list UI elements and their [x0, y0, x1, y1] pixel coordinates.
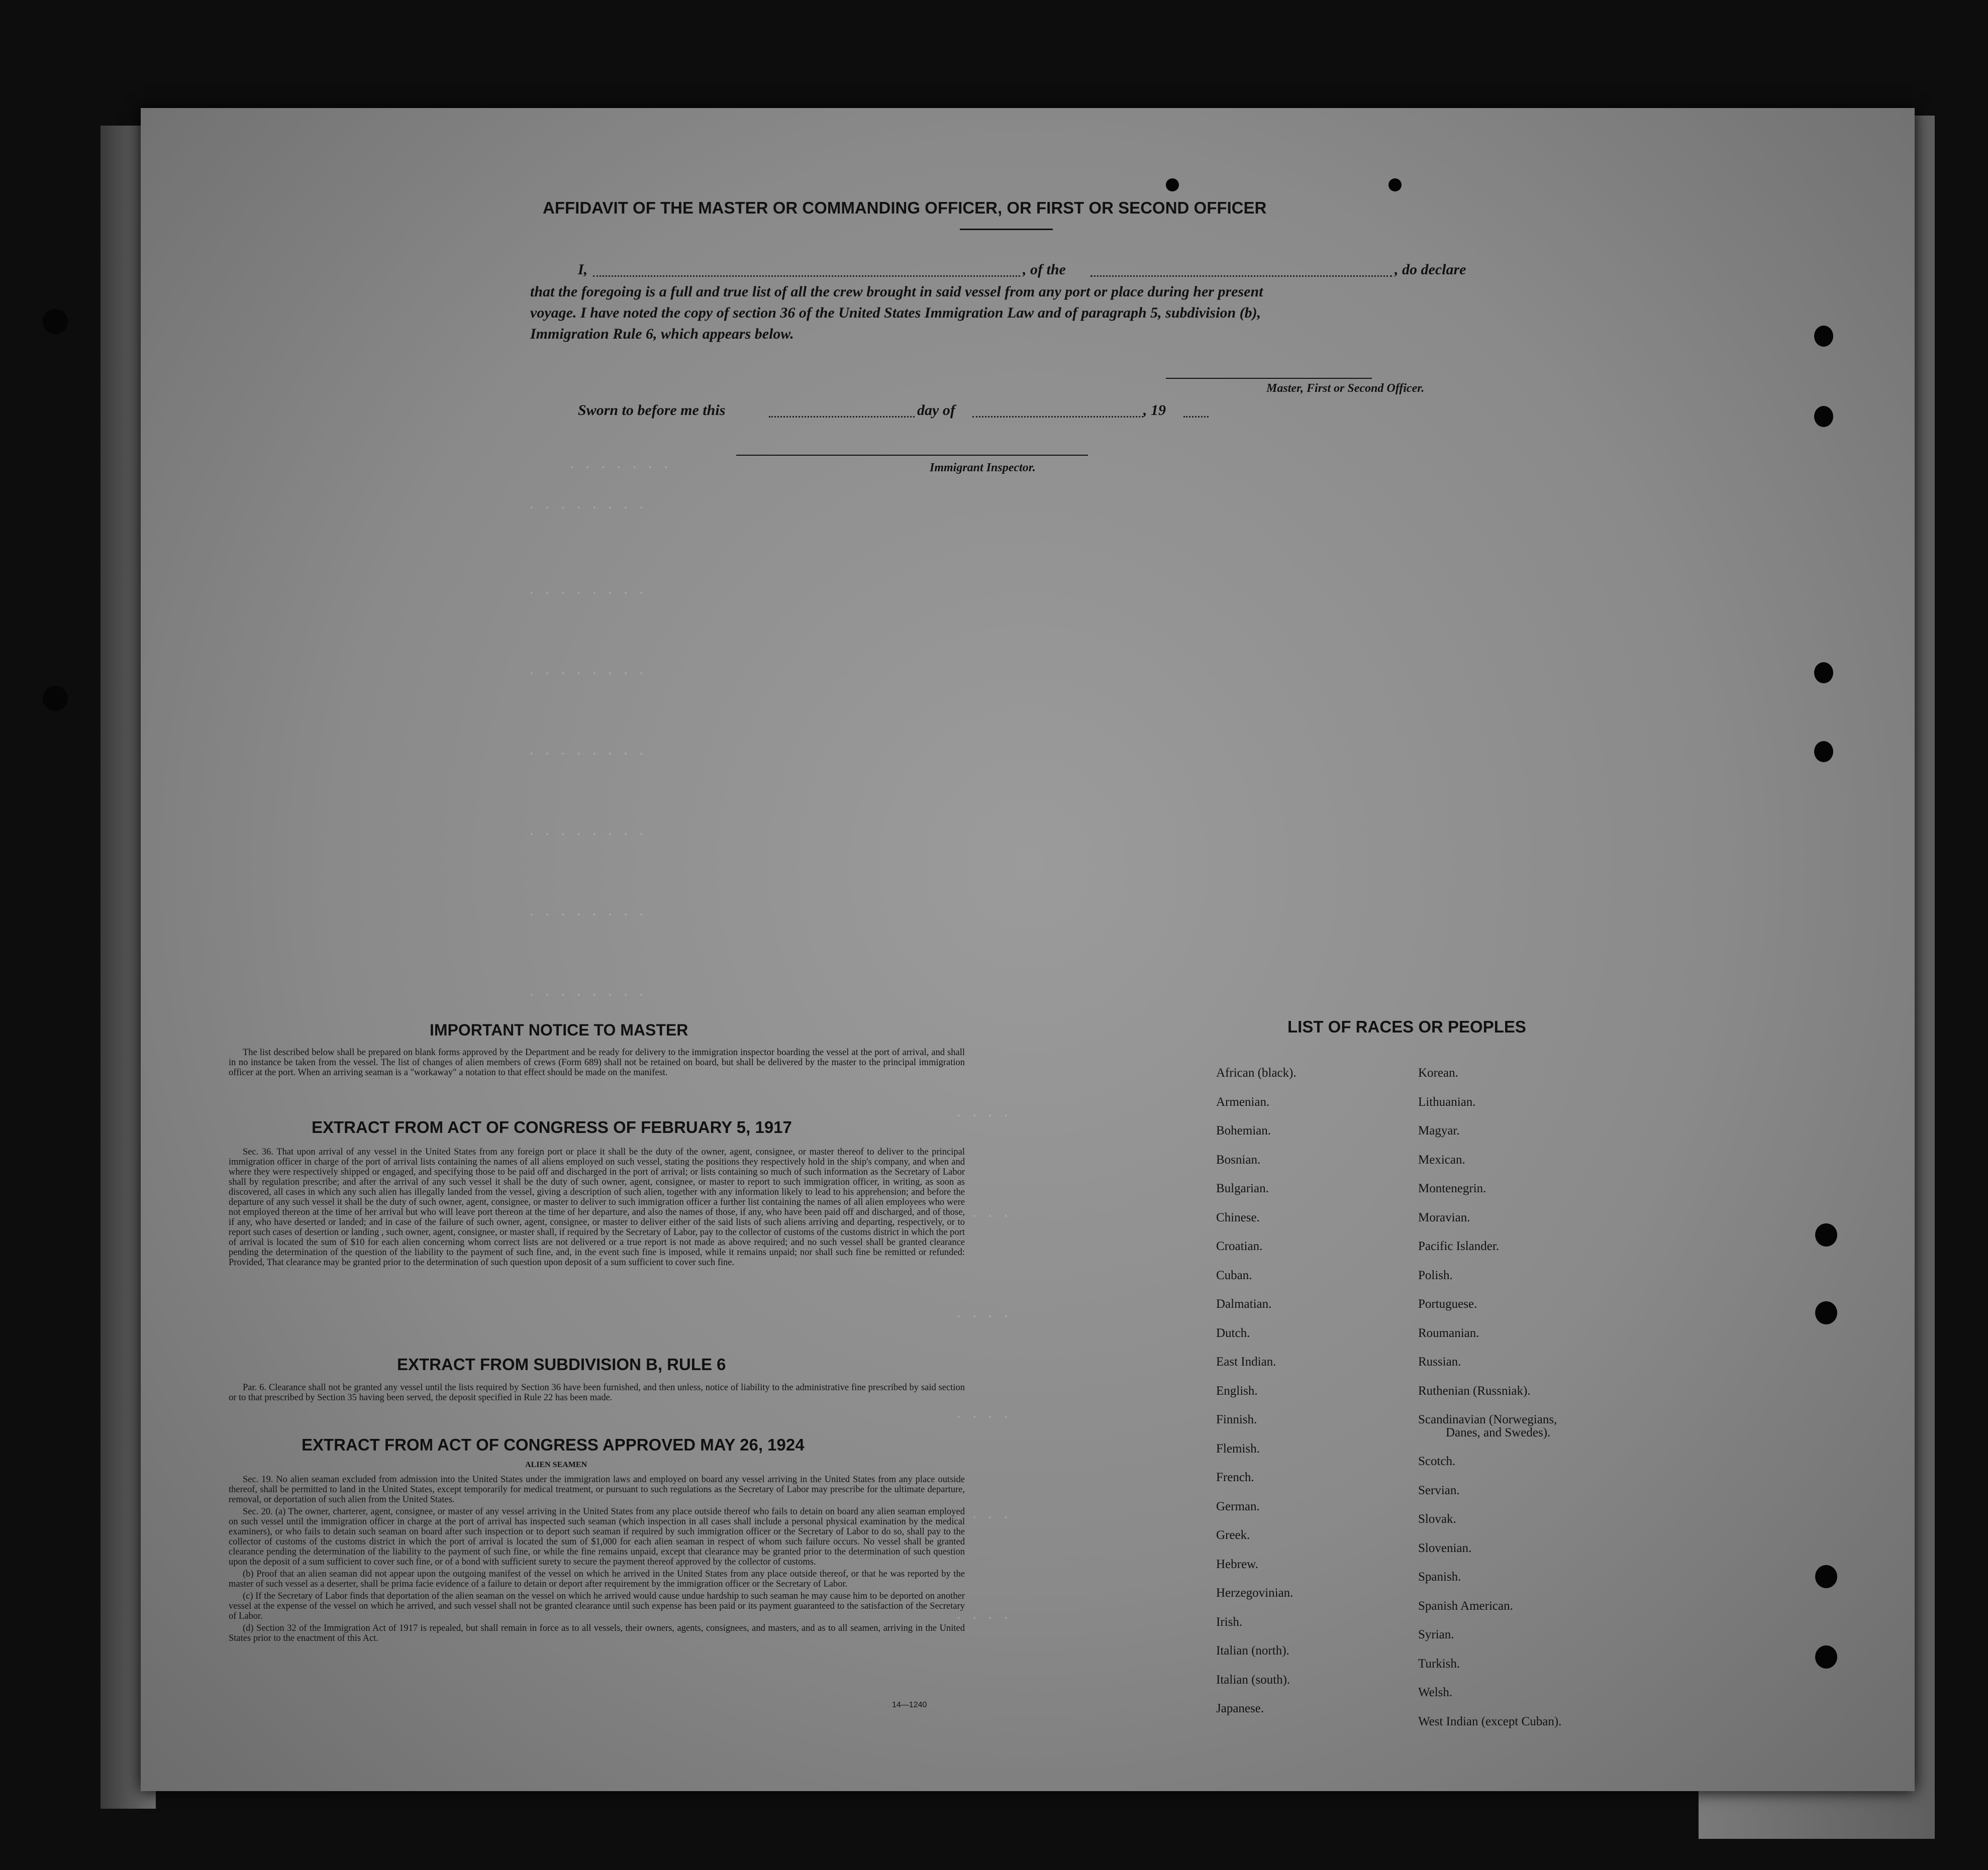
- sworn-year-blank[interactable]: [1183, 416, 1209, 418]
- race-entry: Armenian.: [1216, 1095, 1270, 1109]
- title-underline: [960, 229, 1053, 230]
- notice-text: [229, 1048, 965, 1080]
- of-the-label: , of the: [1023, 261, 1066, 278]
- race-entry: West Indian (except Cuban).: [1418, 1714, 1562, 1728]
- race-entry: Greek.: [1216, 1528, 1250, 1542]
- affidavit-line-1: that the foregoing is a full and true list of all the crew brought in said vessel from any port or place during her present: [530, 283, 1263, 300]
- binder-hole: [43, 309, 68, 334]
- extract-1924-title: EXTRACT FROM ACT OF CONGRESS APPROVED MAY 26, 1924: [302, 1435, 805, 1454]
- race-entry: Servian.: [1418, 1483, 1460, 1497]
- race-entry: Hebrew.: [1216, 1557, 1258, 1571]
- race-entry: Bosnian.: [1216, 1153, 1261, 1167]
- race-entry: Roumanian.: [1418, 1326, 1479, 1340]
- race-entry: Magyar.: [1418, 1124, 1460, 1137]
- race-entry: Slovak.: [1418, 1512, 1456, 1526]
- race-entry: African (black).: [1216, 1066, 1297, 1080]
- section-20d-paragraph: (d) Section 32 of the Immigration Act of 1917 is repealed, but shall remain in force as to all vessels, their owners, agents, consignees, and masters, and as to all seamen, arriving in the United States prior to the enactment of this Act.: [229, 1623, 965, 1643]
- race-entry: Pacific Islander.: [1418, 1239, 1500, 1253]
- race-entry: Russian.: [1418, 1355, 1461, 1369]
- vessel-blank[interactable]: [1090, 275, 1392, 277]
- race-entry: Spanish.: [1418, 1570, 1461, 1584]
- race-entry: Japanese.: [1216, 1702, 1264, 1715]
- races-title: LIST OF RACES OR PEOPLES: [1287, 1017, 1526, 1036]
- race-entry: Syrian.: [1418, 1628, 1454, 1641]
- race-entry: Irish.: [1216, 1615, 1243, 1629]
- affidavit-i-label: I,: [578, 261, 588, 278]
- race-entry: Scandinavian (Norwegians,: [1418, 1413, 1557, 1426]
- alien-seamen-subtitle: ALIEN SEAMEN: [525, 1461, 587, 1469]
- punch-mark: [1388, 178, 1402, 191]
- extract-1924-text: [229, 1475, 965, 1645]
- race-entry: Italian (south).: [1216, 1673, 1290, 1687]
- race-entry: Scotch.: [1418, 1455, 1456, 1468]
- inspector-signature-line[interactable]: [736, 455, 1088, 456]
- section-20a-paragraph: Sec. 20. (a) The owner, charterer, agent, consignee, or master of any vessel arriving in the United States from any place outside thereof who fails to detain on board any alien seaman employed on such vessel until the immigration officer in charge at the port of arrival has inspected such seaman (which inspection in all cases shall include a personal physical examination by the medical examiners), or who fails to detain such seaman on board after such inspection or to deport such seaman if required by such immigration officer or the Secretary of Labor to do so, shall pay to the collector of customs of the customs district in which the port of arrival is located the sum of $1,000 for each alien seaman in respect of whom such failure occurs. No vessel shall be granted clearance pending the determination of the liability to the payment of such fine, or while the fine remains unpaid, except that clearance may be granted prior to the determination of such question upon the deposit of a sum sufficient to cover such fine, or of a bond with sufficient surety to secure the payment thereof approved by the collector of customs.: [229, 1507, 965, 1567]
- race-entry: Croatian.: [1216, 1239, 1263, 1253]
- paragraph-6: Par. 6. Clearance shall not be granted any vessel until the lists required by Section 36 have been furnished, and then unless, notice of liability to the administrative fine prescribed by said section or to that prescribed by Section 35 having been served, the deposit specified in Rule 22 has been made.: [229, 1383, 965, 1403]
- binder-hole: [43, 686, 68, 711]
- race-entry: Spanish American.: [1418, 1599, 1513, 1613]
- race-entry: Flemish.: [1216, 1441, 1260, 1456]
- race-entry: Lithuanian.: [1418, 1095, 1476, 1109]
- extract-1917-title: EXTRACT FROM ACT OF CONGRESS OF FEBRUARY 5, 1917: [312, 1118, 792, 1136]
- notice-title: IMPORTANT NOTICE TO MASTER: [430, 1021, 688, 1039]
- race-entry: Portuguese.: [1418, 1297, 1477, 1311]
- race-entry: Turkish.: [1418, 1656, 1460, 1671]
- master-signature-label: Master, First or Second Officer.: [1266, 382, 1425, 395]
- race-entry: Danes, and Swedes).: [1446, 1426, 1551, 1439]
- binder-hole: [1815, 1223, 1837, 1246]
- race-entry: East Indian.: [1216, 1355, 1276, 1369]
- subdivision-text: [229, 1383, 965, 1405]
- race-entry: Korean.: [1418, 1066, 1458, 1080]
- binder-hole: [1814, 662, 1833, 683]
- section-20c-paragraph: (c) If the Secretary of Labor finds that deportation of the alien seaman on the vessel on which he arrived would cause undue hardship to such seaman he may cause him to be deported on another vessel at the expense of the vessel on which he arrived, and such vessel shall not be granted clearance until such expense has been paid or its payment guaranteed to the satisfaction of the Secretary of Labor.: [229, 1591, 965, 1621]
- race-entry: Ruthenian (Russniak).: [1418, 1384, 1531, 1398]
- name-blank[interactable]: [593, 275, 1020, 277]
- binder-hole: [1814, 741, 1833, 762]
- extract-1917-text: [229, 1147, 965, 1270]
- section-19-paragraph: Sec. 19. No alien seaman excluded from admission into the United States under the immigration laws and employed on board any vessel arriving in the United States from any place outside thereof, shall be permitted to land in the United States, except temporarily for medical treatment, or pursuant to such regulations as the Secretary of Labor may prescribe for the ultimate departure, removal, or deportation of such alien from the United States.: [229, 1475, 965, 1505]
- sworn-label: Sworn to before me this: [578, 402, 726, 419]
- race-entry: Dutch.: [1216, 1326, 1250, 1340]
- section-36-paragraph: Sec. 36. That upon arrival of any vessel in the United States from any foreign port or place it shall be the duty of the owner, agent, consignee, or master thereof to deliver to the principal immigration officer in charge of the port of arrival lists containing the names of all aliens employed on such vessel, stating the positions they respectively hold in the ship's company, and when and where they were respectively shipped or engaged, and specifying those to be paid off and discharged in the port of arrival; or lists containing so much of such information as the Secretary of Labor shall by regulation prescribe; and after the arrival of any such vessel it shall be the duty of such owner, agent, consignee, or master to report to such immigration officer, in writing, as soon as discovered, all cases in which any such alien has illegally landed from the vessel, giving a description of such alien, together with any information likely to lead to his apprehension; and before the departure of any such vessel it shall be the duty of such owner, agent, consignee, or master to deliver to such immigration officer a further list containing the names of all alien employees who were not employed thereon at the time of her arrival but who will leave port thereon at the time of her departure, and also the names of those, if any, who have been paid off and discharged, and of those, if any, who have deserted or landed; and in case of the failure of such owner, agent, consignee, or master to deliver either of the said lists of such aliens arriving and departing, respectively, or to report such cases of desertion or landing , such owner, agent, consignee, or master shall, if required by the Secretary of Labor, pay to the collector of customs of the customs district in which the port of arrival is located the sum of $10 for each alien concerning whom correct lists are not delivered or a true report is not made as above required; and no such vessel shall be granted clearance pending the determination of the question of the liability to the payment of such fine, and, in the event such fine is imposed, while it remains unpaid; nor shall such fine be remitted or refunded: Provided, That clearance may be granted prior to the determination of such question upon deposit of a sum sufficient to cover such fine.: [229, 1147, 965, 1268]
- affidavit-line-3: Immigration Rule 6, which appears below.: [530, 326, 794, 342]
- binder-hole: [1815, 1565, 1837, 1588]
- binder-hole: [1815, 1645, 1837, 1669]
- affidavit-title: AFFIDAVIT OF THE MASTER OR COMMANDING OFFICER, OR FIRST OR SECOND OFFICER: [543, 198, 1267, 217]
- races-left-column: [1216, 1066, 1297, 1731]
- binder-hole: [1814, 406, 1833, 427]
- race-entry: Chinese.: [1216, 1210, 1260, 1224]
- race-entry: Cuban.: [1216, 1268, 1252, 1282]
- race-entry: Bohemian.: [1216, 1124, 1271, 1137]
- sworn-day-blank[interactable]: [769, 416, 915, 418]
- sworn-month-blank[interactable]: [972, 416, 1143, 418]
- race-entry: German.: [1216, 1499, 1260, 1513]
- binder-hole: [1814, 326, 1833, 347]
- races-right-column: [1418, 1066, 1561, 1743]
- day-of-label: day of: [917, 402, 955, 419]
- race-entry: Finnish.: [1216, 1413, 1257, 1426]
- race-entry: French.: [1216, 1471, 1254, 1484]
- affidavit-line-2: voyage. I have noted the copy of section 36 of the United States Immigration Law and of paragraph 5, subdivision (b),: [530, 304, 1261, 321]
- race-entry: Polish.: [1418, 1268, 1453, 1282]
- race-entry: Mexican.: [1418, 1153, 1465, 1167]
- master-signature-line[interactable]: [1166, 378, 1372, 379]
- race-entry: Herzegovinian.: [1216, 1586, 1294, 1600]
- do-declare-label: , do declare: [1395, 261, 1466, 278]
- notice-paragraph: The list described below shall be prepared on blank forms approved by the Department and be ready for delivery to the immigration inspector boarding the vessel at the port of arrival, and shall in no instance be taken from the vessel. The list of changes of alien members of crews (Form 689) shall not be retained on board, but shall be delivered by the master to the principal immigration officer at the port. When an arriving seaman is a "workaway" a notation to that effect should be made on the manifest.: [229, 1048, 965, 1078]
- form-number: 14—1240: [892, 1701, 927, 1709]
- race-entry: English.: [1216, 1384, 1258, 1398]
- race-entry: Bulgarian.: [1216, 1182, 1269, 1195]
- section-20b-paragraph: (b) Proof that an alien seaman did not appear upon the outgoing manifest of the vessel on which he arrived in the United States from any place outside thereof, or that he was reported by the master of such vessel as a deserter, shall be prima facie evidence of a failure to detain or deport after requirement by the immigration officer or the Secretary of Labor.: [229, 1569, 965, 1589]
- race-entry: Dalmatian.: [1216, 1297, 1272, 1311]
- binder-hole: [1815, 1301, 1837, 1324]
- race-entry: Italian (north).: [1216, 1644, 1289, 1657]
- race-entry: Slovenian.: [1418, 1541, 1472, 1555]
- year-prefix-label: , 19: [1143, 402, 1166, 419]
- inspector-label: Immigrant Inspector.: [930, 461, 1036, 474]
- race-entry: Moravian.: [1418, 1210, 1470, 1224]
- race-entry: Welsh.: [1418, 1686, 1453, 1699]
- race-entry: Montenegrin.: [1418, 1182, 1486, 1195]
- subdivision-title: EXTRACT FROM SUBDIVISION B, RULE 6: [397, 1355, 726, 1374]
- punch-mark: [1166, 178, 1179, 191]
